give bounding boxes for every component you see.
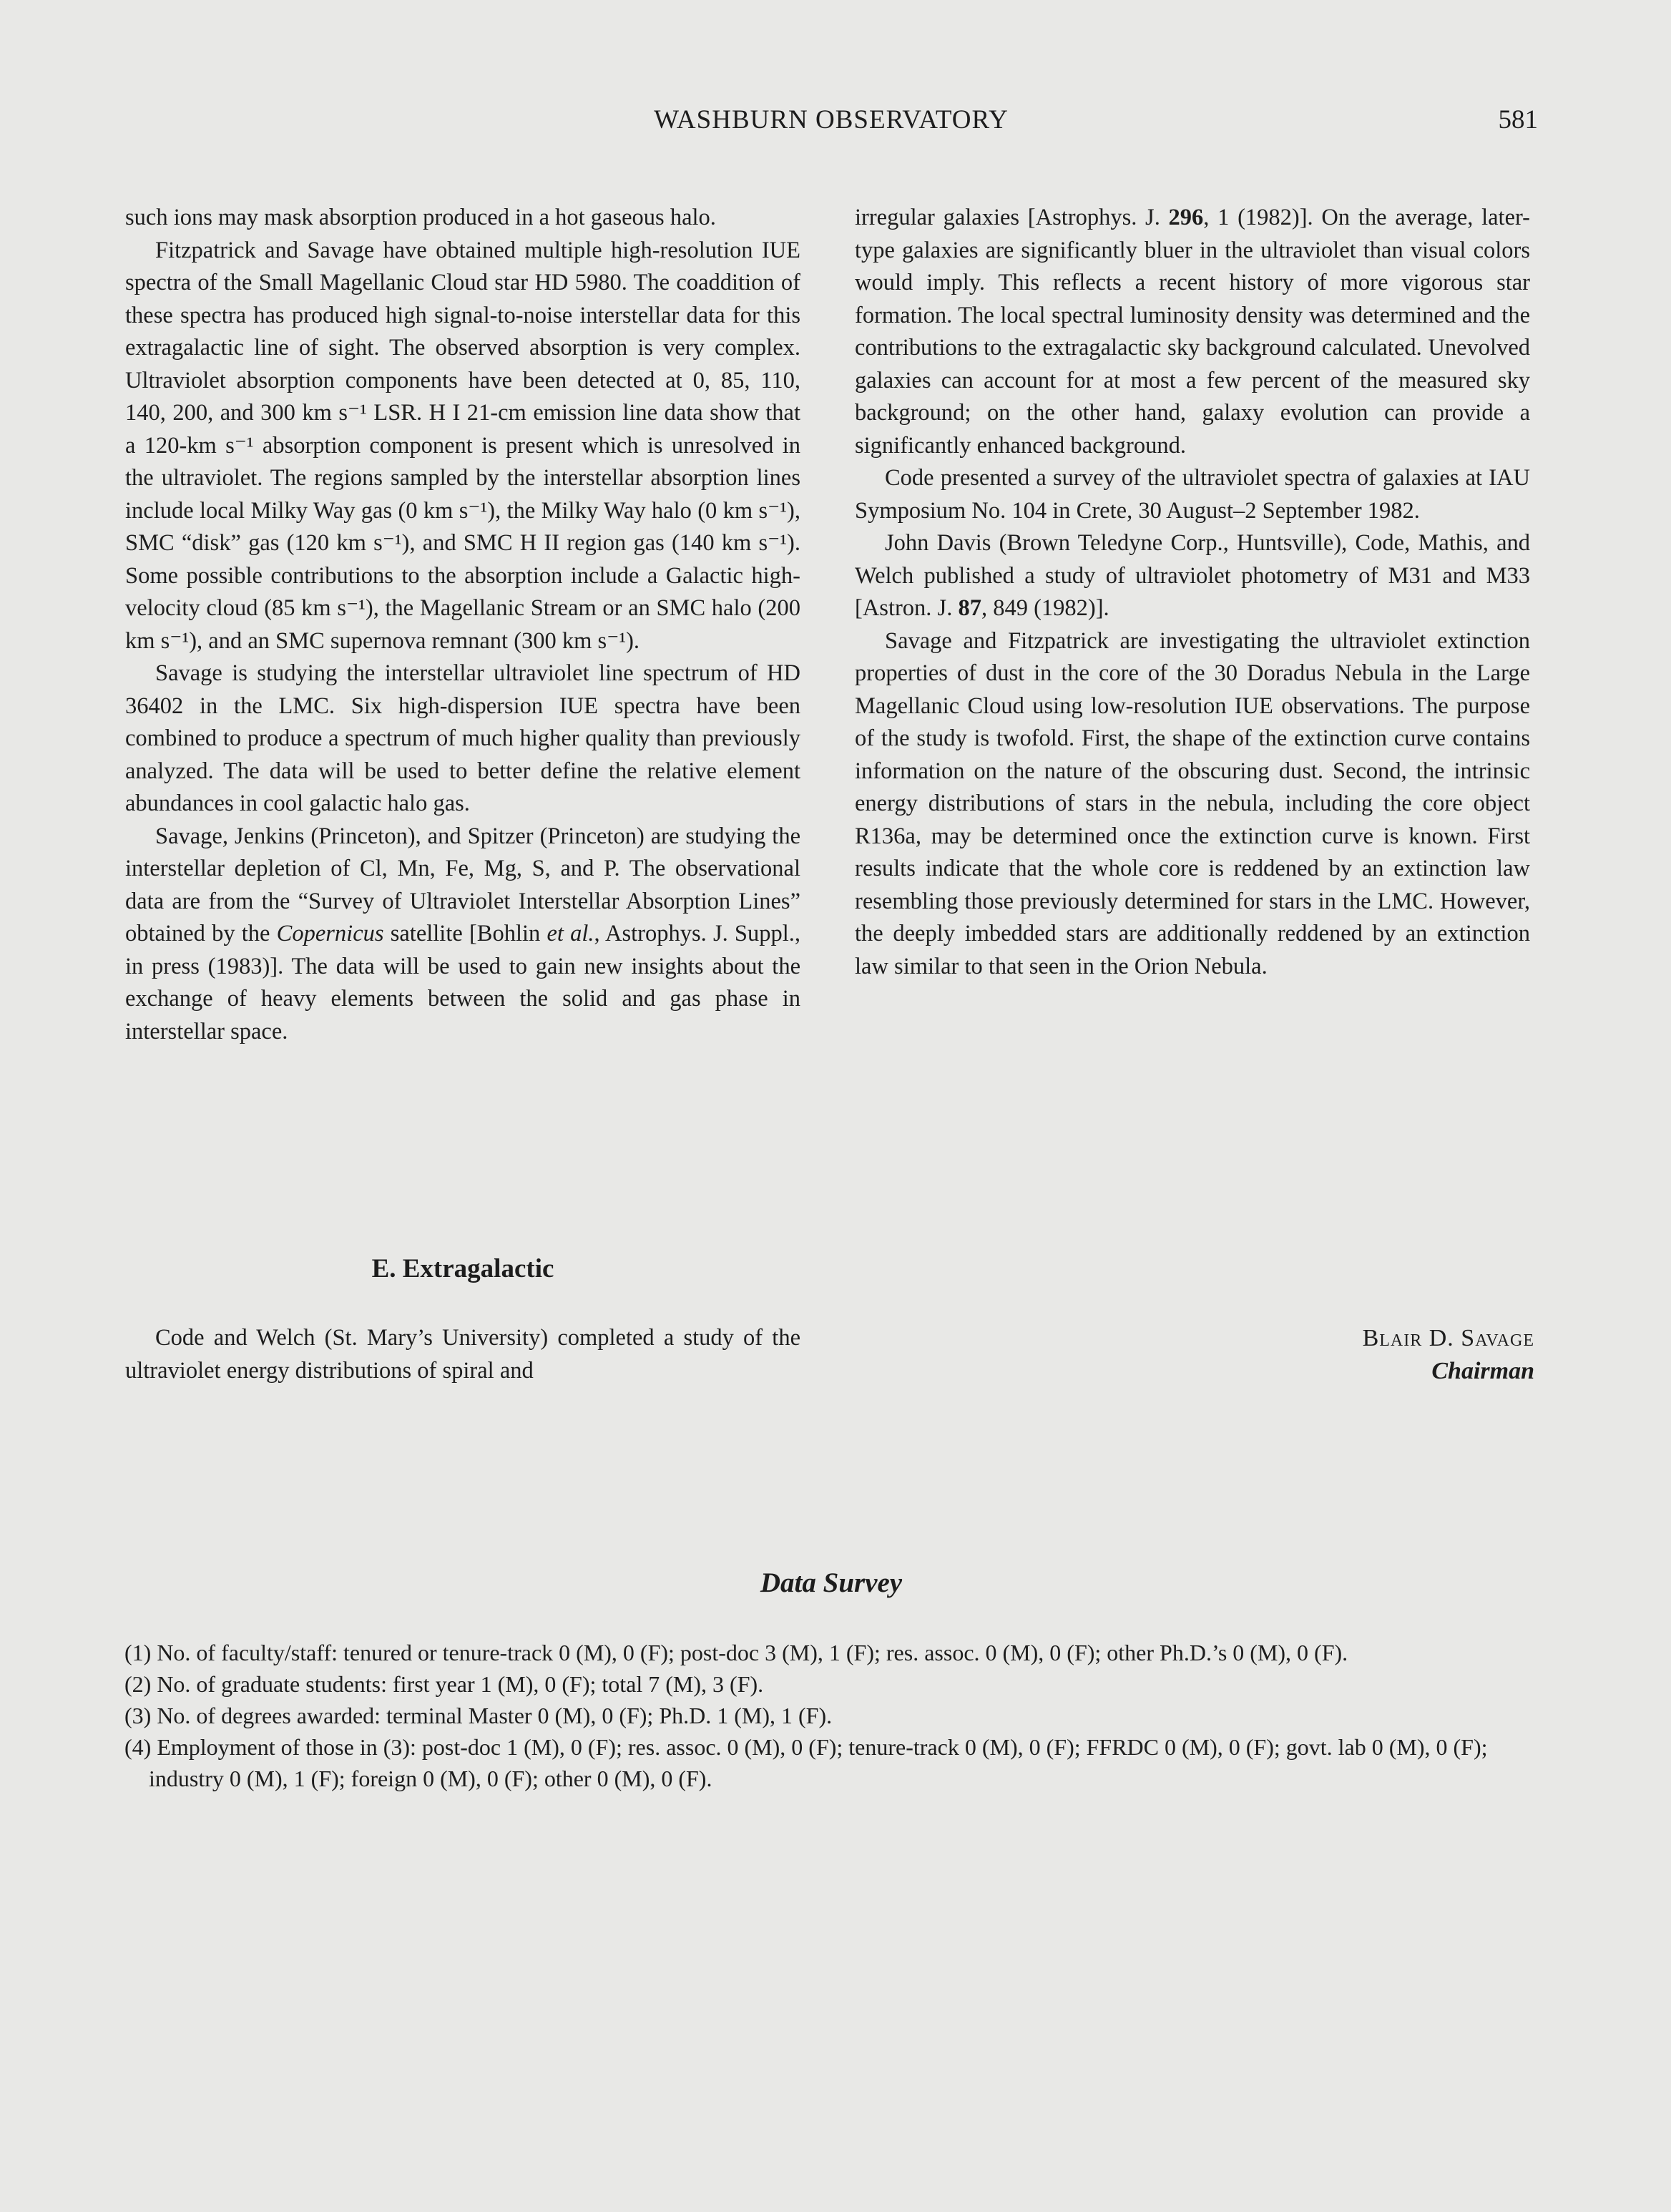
- text-run: Savage, Jenkins (Princeton), and Spitzer (Princeton) are studying the interstellar depletion of Cl, Mn, Fe, Mg, S, and P. The observational data are from the “Survey of Ultraviolet Interstellar Absorption Lines” obtained by the: [125, 823, 800, 946]
- left-column: [125, 202, 800, 1048]
- paragraph: such ions may mask absorption produced in a hot gaseous halo.: [125, 205, 716, 230]
- text-run: , Astrophys. J. Suppl., in press (1983)]. The data will be used to gain new insights about the exchange of heavy elements between the solid and gas phase in interstellar space.: [125, 921, 801, 1044]
- running-title: WASHBURN OBSERVATORY: [654, 105, 1009, 134]
- text-run: irregular galaxies [Astrophys. J.: [855, 205, 1169, 230]
- list-item: (2) No. of graduate students: first year 1 (M), 0 (F); total 7 (M), 3 (F).: [124, 1671, 764, 1697]
- text-run-bold: 296: [1168, 205, 1204, 230]
- signature-block: [1073, 1322, 1534, 1388]
- section-heading: E. Extragalactic: [371, 1254, 554, 1283]
- text-run: John Davis (Brown Teledyne Corp., Huntsville), Code, Mathis, and Welch published a study of ultraviolet photometry of M31 and M33 [Astron. J.: [855, 530, 1530, 621]
- signature-name: Blair D. Savage: [1362, 1325, 1534, 1351]
- page-number: 581: [1498, 105, 1538, 134]
- running-head: [124, 102, 1538, 145]
- section-body: [125, 1322, 800, 1387]
- text-run-italic: Copernicus: [276, 921, 384, 946]
- paragraph: Savage is studying the interstellar ultraviolet line spectrum of HD 36402 in the LMC. Six high-dispersion IUE spectra have been combined to produce a spectrum of much higher quality than previously analyzed. The data will be used to better define the relative element abundances in cool galactic halo gas.: [125, 660, 800, 816]
- text-run: , 849 (1982)].: [981, 595, 1109, 621]
- text-run-bold: 87: [958, 595, 981, 621]
- paragraph: [125, 821, 800, 1049]
- paragraph: Savage and Fitzpatrick are investigating the ultraviolet extinction properties of dust in the core of the 30 Doradus Nebula in the Large Magellanic Cloud using low-resolution IUE observations. The purpose of the study is twofold. First, the shape of the extinction curve contains information on the nature of the obscuring dust. Second, the intrinsic energy distributions of stars in the nebula, including the core object R136a, may be determined once the extinction curve is known. First results indicate that the whole core is reddened by an extinction law resembling those previously determined for stars in the LMC. However, the deeply imbedded stars are additionally reddened by an extinction law similar to that seen in the Orion Nebula.: [855, 627, 1530, 979]
- paragraph: [855, 527, 1530, 625]
- list-item: (4) Employment of those in (3): post-doc 1 (M), 0 (F); res. assoc. 0 (M), 0 (F); tenure-track 0 (M), 0 (F); FFRDC 0 (M), 0 (F); govt. lab 0 (M), 0 (F); industry 0 (M), 1 (F); foreign 0 (M), 0 (F); other 0 (M), 0 (F).: [124, 1734, 1488, 1791]
- paragraph: [855, 202, 1530, 462]
- list-item: (3) No. of degrees awarded: terminal Master 0 (M), 0 (F); Ph.D. 1 (M), 1 (F).: [124, 1703, 833, 1728]
- text-run: satellite [Bohlin: [383, 921, 547, 946]
- text-run-italic: et al.: [547, 921, 594, 946]
- data-survey-title: Data Survey: [760, 1567, 903, 1598]
- list-item: (1) No. of faculty/staff: tenured or tenure-track 0 (M), 0 (F); post-doc 3 (M), 1 (F); res. assoc. 0 (M), 0 (F); other Ph.D.’s 0 (M), 0 (F).: [124, 1640, 1348, 1665]
- text-run: , 1 (1982)]. On the average, later-type galaxies are significantly bluer in the ultraviolet than visual colors would imply. This reflects a recent history of more vigorous star formation. The local spectral luminosity density was determined and the contributions to the extragalactic sky background calculated. Unevolved galaxies can account for at most a few percent of the measured sky background; on the other hand, galaxy evolution can provide a significantly enhanced background.: [855, 205, 1530, 459]
- paragraph: Fitzpatrick and Savage have obtained multiple high-resolution IUE spectra of the Small Magellanic Cloud star HD 5980. The coaddition of these spectra has produced high signal-to-noise interstellar data for this extragalactic line of sight. The observed absorption is very complex. Ultraviolet absorption components have been detected at 0, 85, 110, 140, 200, and 300 km s⁻¹ LSR. H I 21-cm emission line data show that a 120-km s⁻¹ absorption component is present which is unresolved in the ultraviolet. The regions sampled by the interstellar absorption lines include local Milky Way gas (0 km s⁻¹), the Milky Way halo (0 km s⁻¹), SMC “disk” gas (120 km s⁻¹), and SMC H II region gas (140 km s⁻¹). Some possible contributions to the absorption include a Galactic high-velocity cloud (85 km s⁻¹), the Magellanic Stream or an SMC halo (200 km s⁻¹), and an SMC supernova remnant (300 km s⁻¹).: [125, 237, 800, 654]
- paragraph: Code and Welch (St. Mary’s University) completed a study of the ultraviolet energy distributions of spiral and: [125, 1325, 800, 1384]
- right-column: [855, 202, 1530, 983]
- signature-title: Chairman: [1431, 1358, 1534, 1384]
- paragraph: Code presented a survey of the ultraviolet spectra of galaxies at IAU Symposium No. 104 in Crete, 30 August–2 September 1982.: [855, 465, 1530, 524]
- data-survey-list: [124, 1637, 1534, 1794]
